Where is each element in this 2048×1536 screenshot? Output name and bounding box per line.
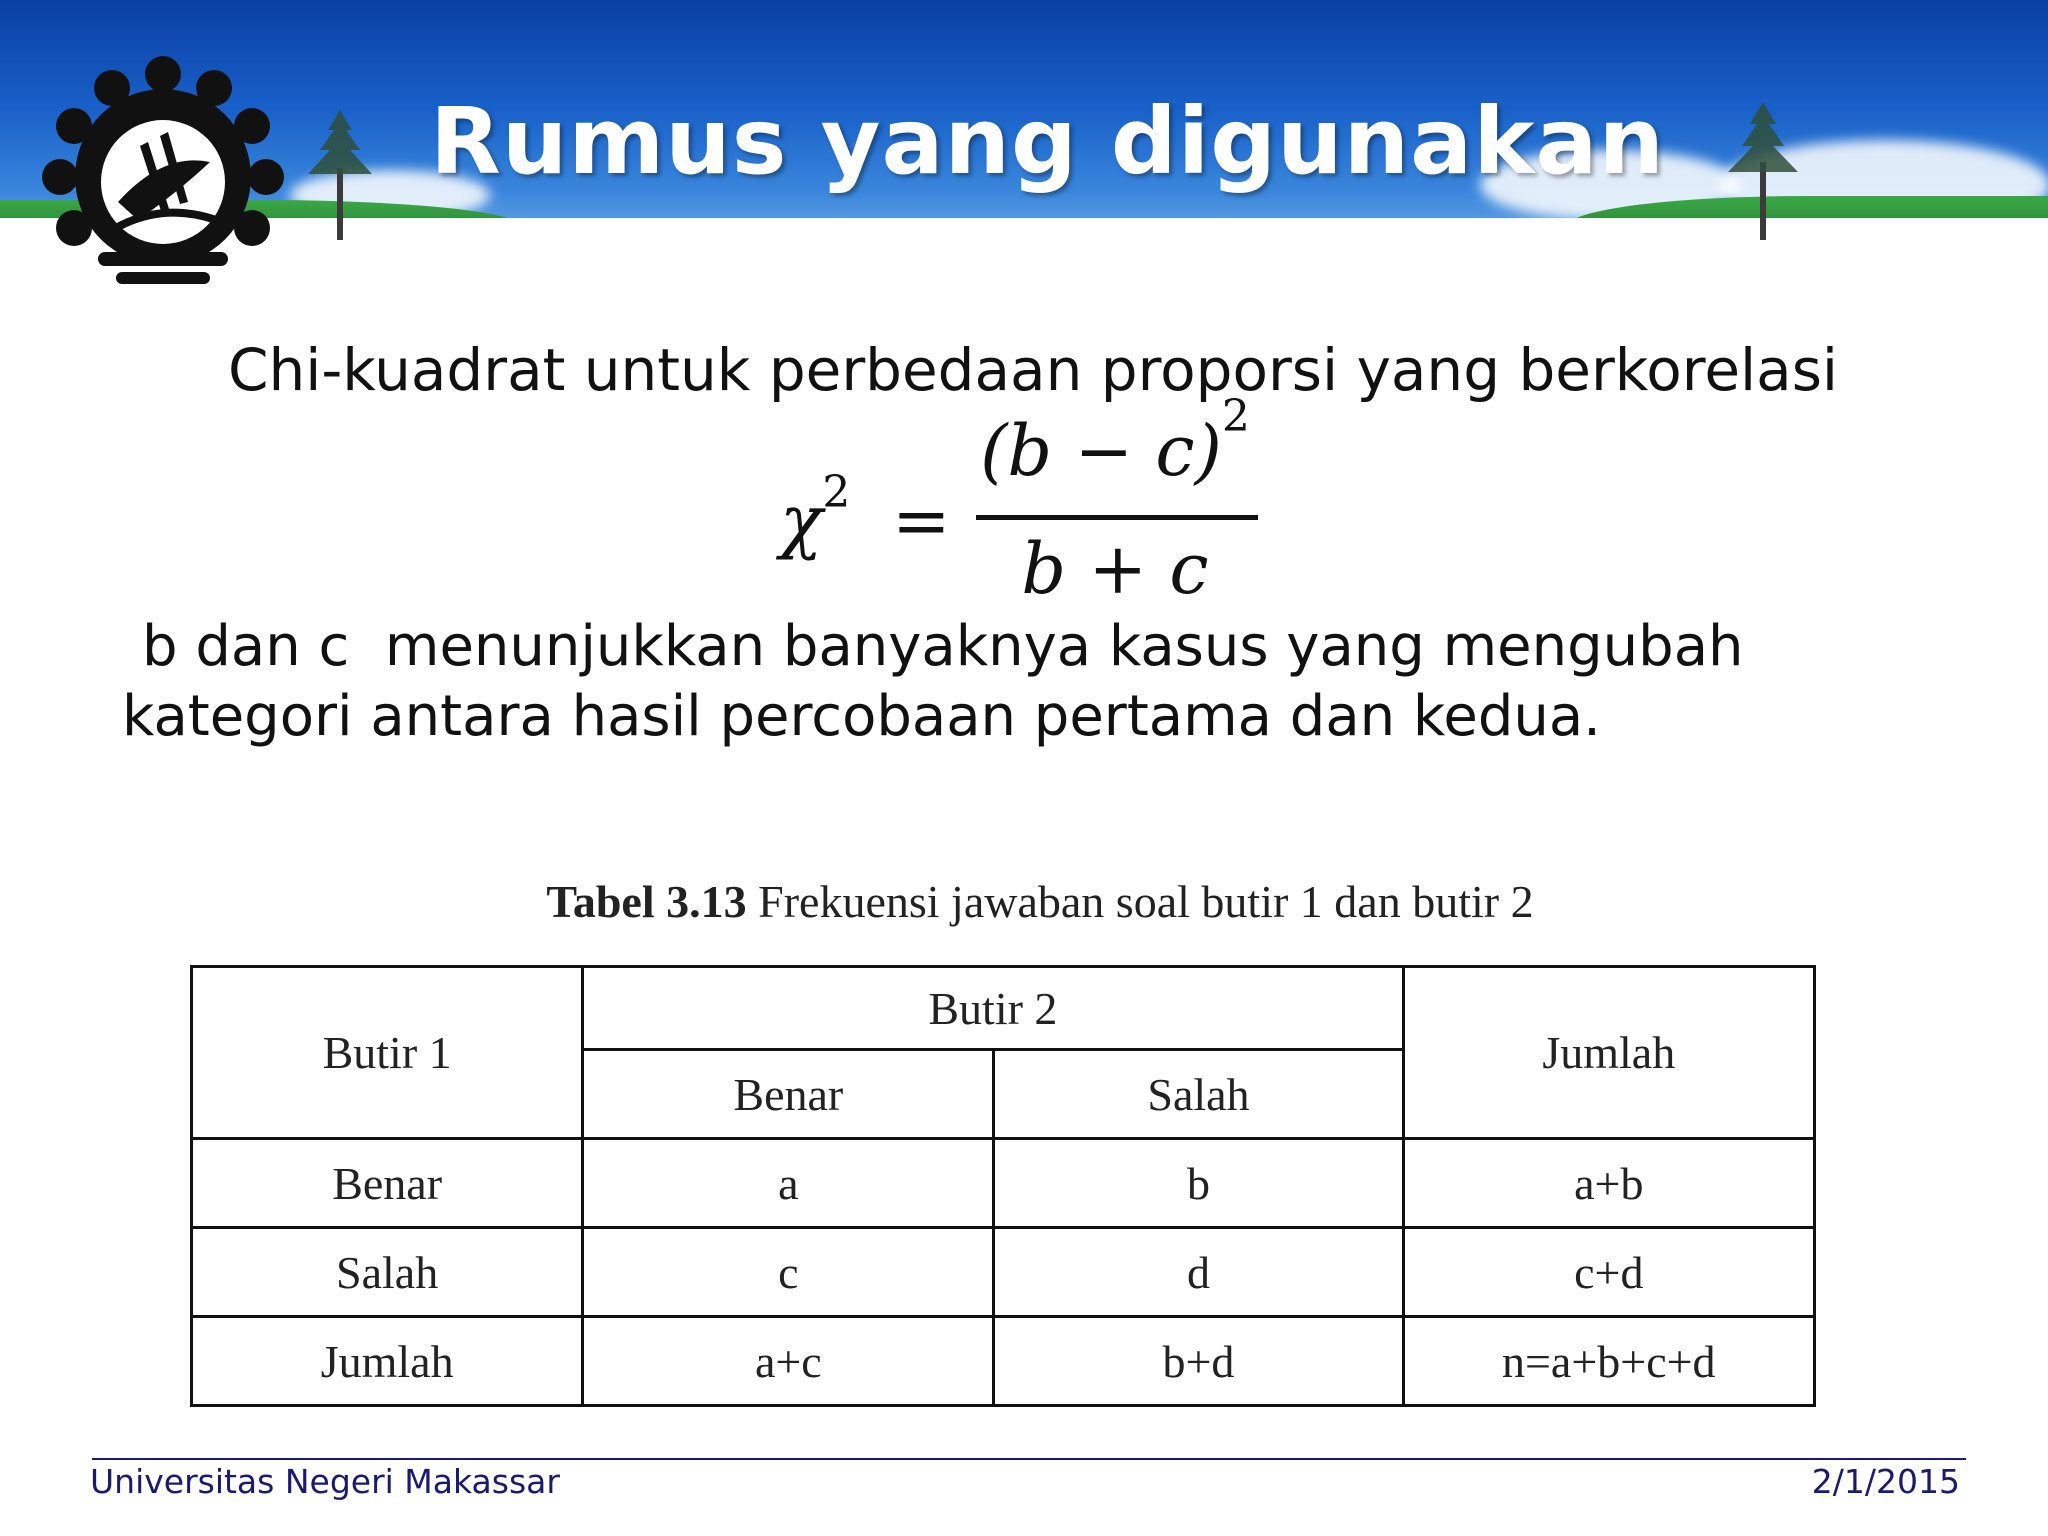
fraction-bar (976, 515, 1258, 520)
table-cell: b (994, 1139, 1403, 1228)
row-label: Jumlah (192, 1317, 583, 1406)
header-butir-2: Butir 2 (583, 967, 1403, 1050)
formula-lhs (780, 466, 851, 562)
formula-numerator (980, 390, 1250, 492)
row-label: Benar (192, 1139, 583, 1228)
footer-divider (92, 1458, 1966, 1460)
table-cell: a+b (1403, 1139, 1814, 1228)
header-benar: Benar (583, 1050, 994, 1139)
header-jumlah: Jumlah (1403, 967, 1814, 1139)
formula-equals: = (892, 480, 951, 562)
university-logo-icon (38, 52, 288, 302)
table-cell: b+d (994, 1317, 1403, 1406)
footer-date: 2/1/2015 (1811, 1462, 1960, 1501)
table-header-row (192, 967, 1815, 1050)
table-row (192, 1317, 1815, 1406)
table-number: Tabel 3.13 (546, 876, 747, 927)
formula-denominator: b + c (1021, 528, 1209, 610)
numerator-text: (b − c) (980, 410, 1222, 492)
table-cell: n=a+b+c+d (1403, 1317, 1814, 1406)
chi-square-formula (780, 390, 1280, 610)
table-cell: c (583, 1228, 994, 1317)
numerator-exponent: 2 (1221, 390, 1250, 442)
table-row (192, 1139, 1815, 1228)
slide-title: Rumus yang digunakan (430, 88, 1666, 195)
table-cell: a+c (583, 1317, 994, 1406)
frequency-table (190, 965, 1816, 1407)
slide-subtitle: Chi-kuadrat untuk perbedaan proporsi yang berkorelasi (228, 336, 1839, 404)
table-caption (200, 875, 1880, 928)
chi-exponent: 2 (822, 466, 851, 518)
table-cell: c+d (1403, 1228, 1814, 1317)
table-cell: a (583, 1139, 994, 1228)
formula-description (122, 612, 1982, 752)
header-butir-1: Butir 1 (192, 967, 583, 1139)
chi-symbol: χ (780, 480, 823, 562)
row-label: Salah (192, 1228, 583, 1317)
table-row (192, 1228, 1815, 1317)
table-cell: d (994, 1228, 1403, 1317)
description-line-2: kategori antara hasil percobaan pertama dan kedua. (122, 684, 1601, 749)
footer-institution: Universitas Negeri Makassar (90, 1462, 560, 1501)
table-caption-text: Frekuensi jawaban soal butir 1 dan butir 2 (746, 876, 1534, 927)
header-banner (0, 0, 2048, 240)
description-line-1: b dan c menunjukkan banyaknya kasus yang mengubah (142, 614, 1744, 679)
tree-icon (1718, 100, 1808, 240)
header-salah: Salah (994, 1050, 1403, 1139)
tree-icon (300, 108, 380, 240)
